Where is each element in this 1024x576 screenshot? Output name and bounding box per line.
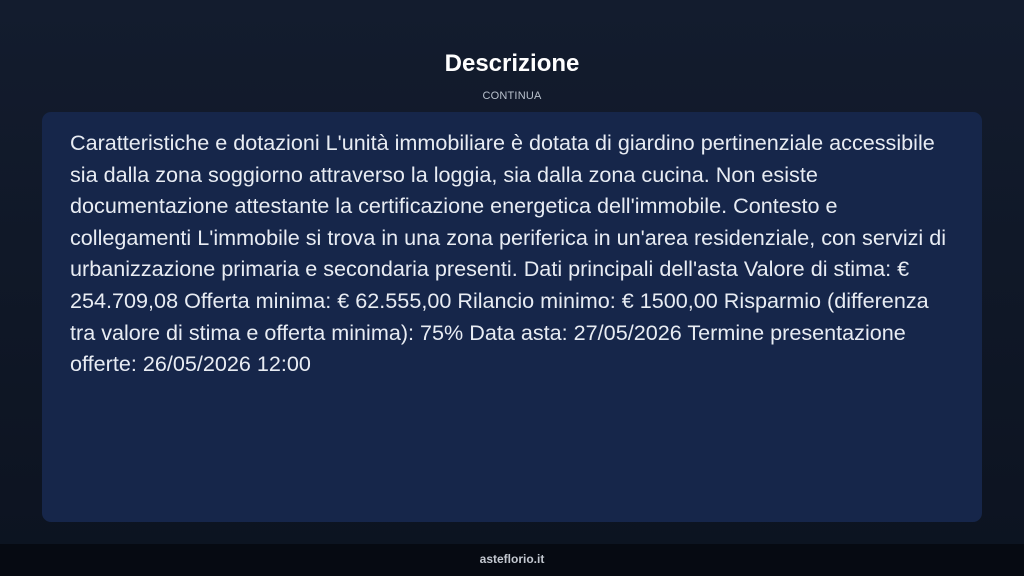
description-text: Caratteristiche e dotazioni L'unità immobiliare è dotata di giardino pertinenziale accessibile sia dalla zona soggiorno attraverso la loggia, sia dalla zona cucina. Non esiste documentazione attestante la certificazione energetica dell'immobile. Contesto e collegamenti L'immobile si trova in una zona periferica in un'area residenziale, con servizi di urbanizzazione primaria e secondaria presenti. Dati principali dell'asta Valore di stima: € 254.709,08 Offerta minima: € 62.555,00 Rilancio minimo: € 1500,00 Risparmio (differenza tra valore di stima e offerta minima): 75% Data asta: 27/05/2026 Termine presentazione offerte: 26/05/2026 12:00 (70, 130, 947, 377)
page-title: Descrizione (444, 50, 580, 77)
description-card (42, 112, 982, 522)
continue-label: CONTINUA (482, 90, 542, 102)
footer-bar (0, 544, 1024, 576)
footer-brand: asteflorio.it (479, 552, 545, 566)
